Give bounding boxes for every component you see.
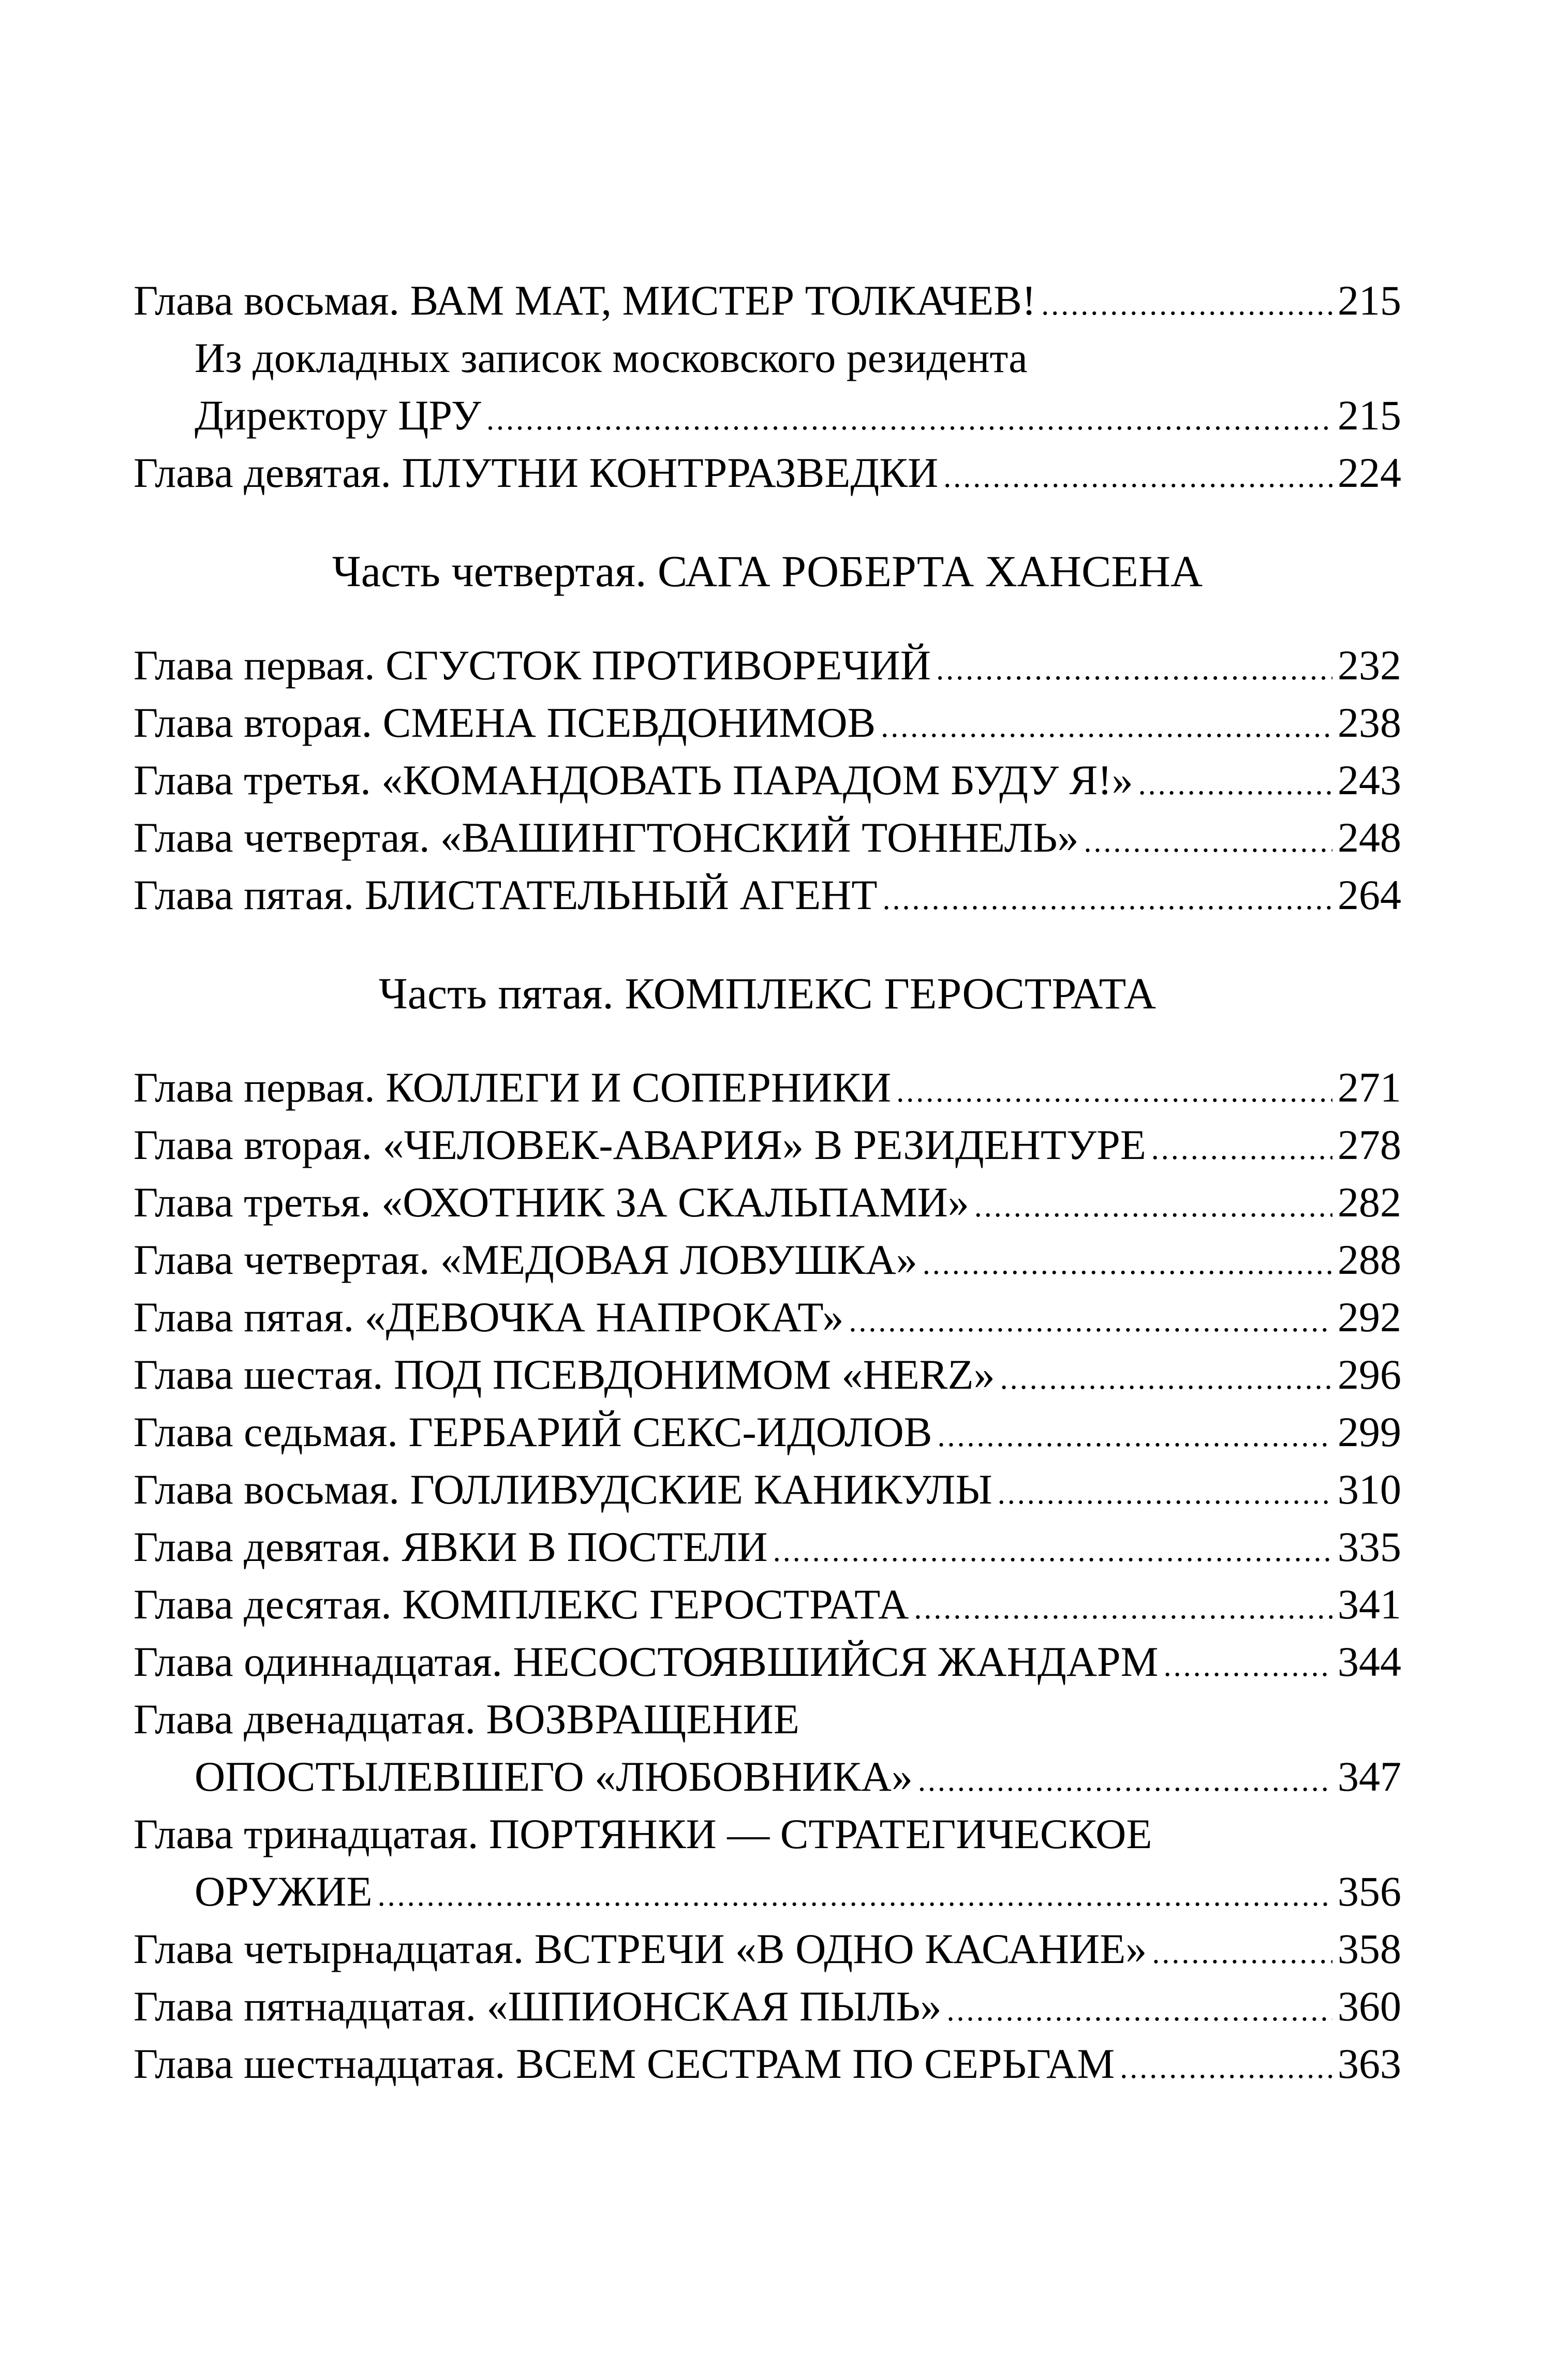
spacer xyxy=(134,1022,1401,1059)
toc-entry-title: Глава четвертая. «МЕДОВАЯ ЛОВУШКА» xyxy=(134,1236,917,1283)
dot-leader xyxy=(773,1522,1332,1580)
spacer xyxy=(134,501,1401,543)
toc-entry-page: 271 xyxy=(1338,1064,1401,1111)
toc-entry-title: Глава первая. КОЛЛЕГИ И СОПЕРНИКИ xyxy=(134,1064,892,1111)
dot-leader xyxy=(1164,1637,1332,1694)
toc-entry-title: Глава третья. «ОХОТНИК ЗА СКАЛЬПАМИ» xyxy=(134,1179,969,1226)
toc-entry-title: Глава шестая. ПОД ПСЕВДОНИМОМ «HERZ» xyxy=(134,1351,995,1398)
dot-leader xyxy=(1041,276,1332,333)
toc-entry-page: 288 xyxy=(1338,1236,1401,1283)
toc-entry-page: 358 xyxy=(1338,1925,1401,1972)
toc-entry-page: 363 xyxy=(1338,2040,1401,2087)
toc-entry-title: Глава четырнадцатая. ВСТРЕЧИ «В ОДНО КАСАНИЕ» xyxy=(134,1925,1147,1972)
dot-leader xyxy=(918,1752,1332,1809)
toc-entry-title: Глава третья. «КОМАНДОВАТЬ ПАРАДОМ БУДУ Я!» xyxy=(134,756,1133,804)
dot-leader xyxy=(937,1407,1332,1465)
toc-entry-title: Глава восьмая. ВАМ МАТ, МИСТЕР ТОЛКАЧЕВ! xyxy=(134,277,1036,324)
dot-leader xyxy=(946,1982,1332,2039)
toc-entry-page: 215 xyxy=(1338,392,1401,439)
toc-entry-title: Глава пятая. «ДЕВОЧКА НАПРОКАТ» xyxy=(134,1293,844,1341)
toc-entry-page: 292 xyxy=(1338,1293,1401,1341)
toc-entry xyxy=(134,2035,1401,2092)
toc-entry xyxy=(134,1863,1401,1920)
toc-entry-title: Глава шестнадцатая. ВСЕМ СЕСТРАМ ПО СЕРЬГАМ xyxy=(134,2040,1115,2087)
toc-entry-title: Глава одиннадцатая. НЕСОСТОЯВШИЙСЯ ЖАНДАРМ xyxy=(134,1638,1159,1685)
dot-leader xyxy=(378,1867,1332,1924)
toc-entry xyxy=(134,751,1401,809)
toc-entry xyxy=(134,809,1401,866)
toc-entry xyxy=(134,1173,1401,1231)
dot-leader xyxy=(943,448,1332,505)
dot-leader xyxy=(1151,1120,1332,1178)
toc-entry-title: Глава девятая. ЯВКИ В ПОСТЕЛИ xyxy=(134,1523,768,1570)
dot-leader xyxy=(896,1063,1332,1120)
toc-entry xyxy=(134,1748,1401,1805)
toc-entry-title: Глава четвертая. «ВАШИНГТОНСКИЙ ТОННЕЛЬ» xyxy=(134,814,1079,861)
toc-entry xyxy=(134,1920,1401,1977)
dot-leader xyxy=(936,641,1332,698)
toc-entry-page: 224 xyxy=(1338,449,1401,496)
toc-entry-title: ОПОСТЫЛЕВШЕГО «ЛЮБОВНИКА» xyxy=(195,1753,913,1800)
dot-leader xyxy=(849,1292,1332,1350)
toc-entry xyxy=(134,866,1401,924)
dot-leader xyxy=(914,1580,1332,1637)
spacer xyxy=(134,924,1401,965)
toc-entry-page: 243 xyxy=(1338,756,1401,804)
toc-entry xyxy=(134,1518,1401,1575)
toc-entry-title: Глава вторая. СМЕНА ПСЕВДОНИМОВ xyxy=(134,699,876,746)
toc-entry-page: 296 xyxy=(1338,1351,1401,1398)
toc-entry xyxy=(134,1231,1401,1288)
toc-entry xyxy=(134,272,1401,329)
toc-entry-title: Глава пятнадцатая. «ШПИОНСКАЯ ПЫЛЬ» xyxy=(134,1983,942,2030)
toc-entry-page: 299 xyxy=(1338,1408,1401,1455)
toc-entry xyxy=(134,1690,1401,1748)
toc-entry-page: 238 xyxy=(1338,699,1401,746)
toc-entry xyxy=(134,329,1401,386)
part-heading: Часть четвертая. САГА РОБЕРТА ХАНСЕНА xyxy=(332,546,1203,596)
dot-leader xyxy=(486,391,1332,448)
toc-entry xyxy=(134,1059,1401,1116)
toc-entry-title: Из докладных записок московского резидента xyxy=(195,334,1028,381)
toc-entry xyxy=(134,1461,1401,1518)
dot-leader xyxy=(1152,1924,1332,1982)
toc-entry xyxy=(134,386,1401,444)
toc-entry-title: Глава тринадцатая. ПОРТЯНКИ — СТРАТЕГИЧЕСКОЕ xyxy=(134,1810,1152,1857)
toc-entry-title: Глава пятая. БЛИСТАТЕЛЬНЫЙ АГЕНТ xyxy=(134,871,878,918)
toc-entry-title: Глава девятая. ПЛУТНИ КОНТРРАЗВЕДКИ xyxy=(134,449,939,496)
toc-entry xyxy=(134,1977,1401,2035)
toc-entry xyxy=(134,1633,1401,1690)
spacer xyxy=(134,600,1401,636)
dot-leader xyxy=(923,1235,1332,1292)
toc-entry-page: 360 xyxy=(1338,1983,1401,2030)
dot-leader xyxy=(881,698,1332,755)
toc-entry xyxy=(134,1288,1401,1346)
part-heading: Часть пятая. КОМПЛЕКС ГЕРОСТРАТА xyxy=(378,969,1156,1018)
toc-entry-title: Глава вторая. «ЧЕЛОВЕК-АВАРИЯ» В РЕЗИДЕНТУРЕ xyxy=(134,1121,1146,1168)
dot-leader xyxy=(882,870,1332,928)
toc-entry-page: 248 xyxy=(1338,814,1401,861)
toc-entry-page: 278 xyxy=(1338,1121,1401,1168)
toc-entry-page: 310 xyxy=(1338,1466,1401,1513)
toc-entry-title: Директору ЦРУ xyxy=(195,392,481,439)
toc-entry-page: 347 xyxy=(1338,1753,1401,1800)
toc-entry-title: ОРУЖИЕ xyxy=(195,1868,373,1915)
toc-entry xyxy=(134,636,1401,694)
toc-entry-title: Глава двенадцатая. ВОЗВРАЩЕНИЕ xyxy=(134,1695,799,1743)
toc-entry xyxy=(134,444,1401,501)
toc-entry-page: 356 xyxy=(1338,1868,1401,1915)
toc-entry-page: 344 xyxy=(1338,1638,1401,1685)
dot-leader xyxy=(1084,813,1332,870)
toc-entry-page: 232 xyxy=(1338,642,1401,689)
toc-entry-title: Глава восьмая. ГОЛЛИВУДСКИЕ КАНИКУЛЫ xyxy=(134,1466,992,1513)
dot-leader xyxy=(974,1178,1332,1235)
toc-entry-page: 215 xyxy=(1338,277,1401,324)
toc-entry xyxy=(134,1575,1401,1633)
toc-entry-page: 335 xyxy=(1338,1523,1401,1570)
toc-entry xyxy=(134,1805,1401,1863)
toc-entry-page: 264 xyxy=(1338,871,1401,918)
toc-entry xyxy=(134,1403,1401,1461)
dot-leader xyxy=(1138,755,1332,813)
toc-entry xyxy=(134,1346,1401,1403)
toc-entry-page: 282 xyxy=(1338,1179,1401,1226)
dot-leader xyxy=(998,1465,1332,1522)
table-of-contents xyxy=(134,272,1401,2092)
toc-entry xyxy=(134,694,1401,751)
toc-entry-title: Глава седьмая. ГЕРБАРИЙ СЕКС-ИДОЛОВ xyxy=(134,1408,932,1455)
toc-entry xyxy=(134,1116,1401,1173)
toc-entry-title: Глава первая. СГУСТОК ПРОТИВОРЕЧИЙ xyxy=(134,642,931,689)
toc-entry-title: Глава десятая. КОМПЛЕКС ГЕРОСТРАТА xyxy=(134,1581,909,1628)
dot-leader xyxy=(1000,1350,1332,1407)
toc-entry-page: 341 xyxy=(1338,1581,1401,1628)
dot-leader xyxy=(1120,2039,1332,2096)
